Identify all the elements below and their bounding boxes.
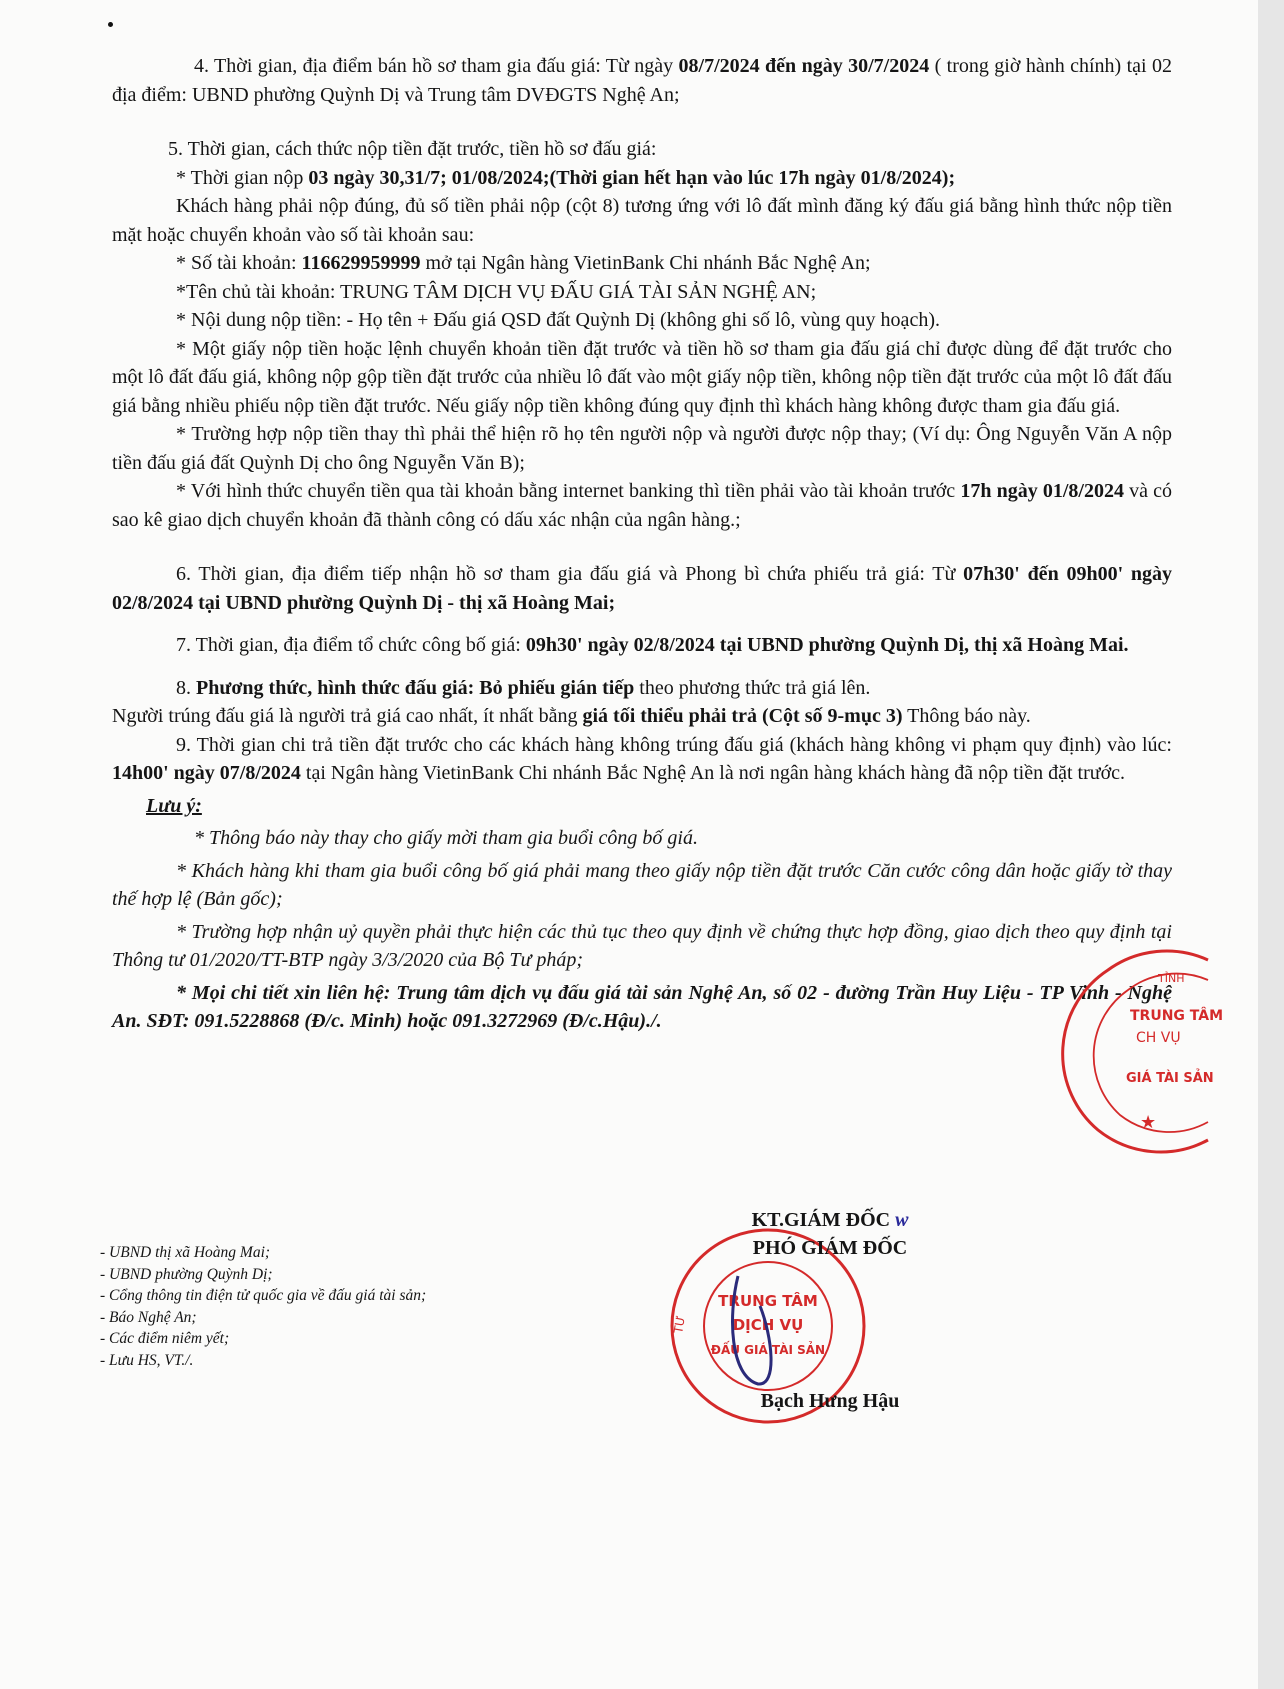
section-5-para1: Khách hàng phải nộp đúng, đủ số tiền phải nộp (cột 8) tương ứng với lô đất mình đăng ký đấu giá bằng hình thức nộp tiền mặt hoặc chuyển khoản vào số tài khoản sau: bbox=[112, 195, 1172, 246]
section-8-line2: Người trúng đấu giá là người trả giá cao nhất, ít nhất bằng giá tối thiểu phải trả (Cột số 9-mục 3) Thông báo này. bbox=[112, 705, 1031, 727]
recipient-item: - UBND thị xã Hoàng Mai; bbox=[100, 1244, 271, 1261]
note-1: * Thông báo này thay cho giấy mời tham gia buổi công bố giá. bbox=[194, 827, 698, 849]
signer-name: Bạch Hưng Hậu bbox=[760, 1390, 900, 1412]
section-8: 8. Phương thức, hình thức đấu giá: Bỏ phiếu gián tiếp theo phương thức trả giá lên. bbox=[176, 676, 871, 699]
section-5-para2: * Một giấy nộp tiền hoặc lệnh chuyển khoản tiền đặt trước và tiền hồ sơ tham gia đấu giá chỉ được dùng để đặt trước cho một lô đất đấu giá, không nộp gộp tiền đặt trước của nhiều lô đất vào một giấy nộp tiền, không nộp tiền đặt trước của một lô đất đấu giá bằng nhiều phiếu nộp tiền đặt trước. Nếu giấy nộp tiền không đúng quy định thì khách hàng không được tham gia đấu giá. bbox=[112, 337, 1172, 417]
section-9: 9. Thời gian chi trả tiền đặt trước cho các khách hàng không trúng đấu giá (khách hàng không vi phạm quy định) vào lúc: 14h00' ngày 07/8/2024 tại Ngân hàng VietinBank Chi nhánh Bắc Nghệ An là nơi ngân hàng khách hàng đã nộp tiền đặt trước. bbox=[112, 733, 1172, 784]
stamp-text: GIÁ TÀI SẢN bbox=[1126, 1071, 1214, 1086]
section-5-time: * Thời gian nộp 03 ngày 30,31/7; 01/08/2024;(Thời gian hết hạn vào lúc 17h ngày 01/8/2024); bbox=[176, 166, 956, 189]
note-3: * Trường hợp nhận uỷ quyền phải thực hiện các thủ tục theo quy định về chứng thực hợp đồng, giao dịch theo quy định tại Thông tư 01/2020/TT-BTP ngày 3/3/2020 của Bộ Tư pháp; bbox=[112, 920, 1172, 971]
note-4: * Mọi chi tiết xin liên hệ: Trung tâm dịch vụ đấu giá tài sản Nghệ An, số 02 - đường Trần Huy Liệu - TP Vinh - Nghệ An. SĐT: 091.5228868 (Đ/c. Minh) hoặc 091.3272969 (Đ/c.Hậu)./. bbox=[112, 981, 1172, 1032]
section-5-content: * Nội dung nộp tiền: - Họ tên + Đấu giá QSD đất Quỳnh Dị (không ghi số lô, vùng quy hoạch). bbox=[176, 309, 940, 331]
scan-dot bbox=[108, 22, 113, 27]
section-5-account: * Số tài khoản: 116629959999 mở tại Ngân hàng VietinBank Chi nhánh Bắc Nghệ An; bbox=[176, 252, 871, 274]
section-5-para3: * Trường hợp nộp tiền thay thì phải thể hiện rõ họ tên người nộp và người được nộp thay; (Ví dụ: Ông Nguyễn Văn A nộp tiền đấu giá đất Quỳnh Dị cho ông Nguyễn Văn B); bbox=[112, 423, 1172, 474]
section-5-para4: * Với hình thức chuyển tiền qua tài khoản bằng internet banking thì tiền phải vào tài khoản trước 17h ngày 01/8/2024 và có sao kê giao dịch chuyển khoản đã thành công có dấu xác nhận của ngân hàng.; bbox=[112, 480, 1172, 531]
stamp-text: TỈNH bbox=[1158, 972, 1185, 985]
recipient-item: - Báo Nghệ An; bbox=[100, 1308, 197, 1326]
recipient-item: - UBND phường Quỳnh Dị; bbox=[100, 1265, 273, 1283]
signature-block bbox=[660, 1206, 1000, 1413]
signature-subtitle: PHÓ GIÁM ĐỐC bbox=[752, 1237, 908, 1259]
side-stamp-icon bbox=[1058, 950, 1224, 1150]
document-body bbox=[112, 52, 1172, 1036]
signature-check-icon: w bbox=[895, 1209, 909, 1231]
recipient-list bbox=[100, 1242, 440, 1371]
section-5-heading: 5. Thời gian, cách thức nộp tiền đặt trước, tiền hồ sơ đấu giá: bbox=[168, 138, 657, 160]
section-6: 6. Thời gian, địa điểm tiếp nhận hồ sơ tham gia đấu giá và Phong bì chứa phiếu trả giá: Từ 07h30' đến 09h00' ngày 02/8/2024 tại UBND phường Quỳnh Dị - thị xã Hoàng Mai; bbox=[112, 563, 1173, 614]
recipient-item: - Các điểm niêm yết; bbox=[100, 1330, 230, 1347]
signature-title: KT.GIÁM ĐỐC w bbox=[751, 1209, 909, 1231]
stamp-text: DỊCH VỤ bbox=[732, 1316, 804, 1334]
stamp-text: ĐẤU GIÁ TÀI SẢN bbox=[710, 1343, 826, 1357]
page-edge bbox=[1258, 0, 1284, 1689]
stamp-text: CH VỤ bbox=[1136, 1030, 1181, 1046]
section-5-owner: *Tên chủ tài khoản: TRUNG TÂM DỊCH VỤ ĐẤU GIÁ TÀI SẢN NGHỆ AN; bbox=[176, 280, 817, 303]
stamp-text: TRUNG TÂM bbox=[1130, 1008, 1224, 1024]
stamp-text: TRUNG TÂM bbox=[718, 1292, 818, 1310]
note-2: * Khách hàng khi tham gia buổi công bố giá phải mang theo giấy nộp tiền đặt trước Căn cước công dân hoặc giấy tờ thay thế hợp lệ (Bản gốc); bbox=[112, 859, 1172, 910]
star-icon: ★ bbox=[1140, 1112, 1157, 1133]
recipient-item: - Cổng thông tin điện tử quốc gia về đấu giá tài sản; bbox=[100, 1287, 427, 1304]
recipient-item: - Lưu HS, VT./. bbox=[100, 1351, 194, 1369]
notes-title: Lưu ý: bbox=[146, 794, 202, 817]
section-4: 4. Thời gian, địa điểm bán hồ sơ tham gia đấu giá: Từ ngày 08/7/2024 đến ngày 30/7/2024 ( trong giờ hành chính) tại 02 địa điểm: UBND phường Quỳnh Dị và Trung tâm DVĐGTS Nghệ An; bbox=[112, 55, 1172, 106]
stamp-text: TƯ bbox=[671, 1314, 689, 1335]
section-7: 7. Thời gian, địa điểm tổ chức công bố giá: 09h30' ngày 02/8/2024 tại UBND phường Quỳnh Dị, thị xã Hoàng Mai. bbox=[176, 634, 1129, 656]
